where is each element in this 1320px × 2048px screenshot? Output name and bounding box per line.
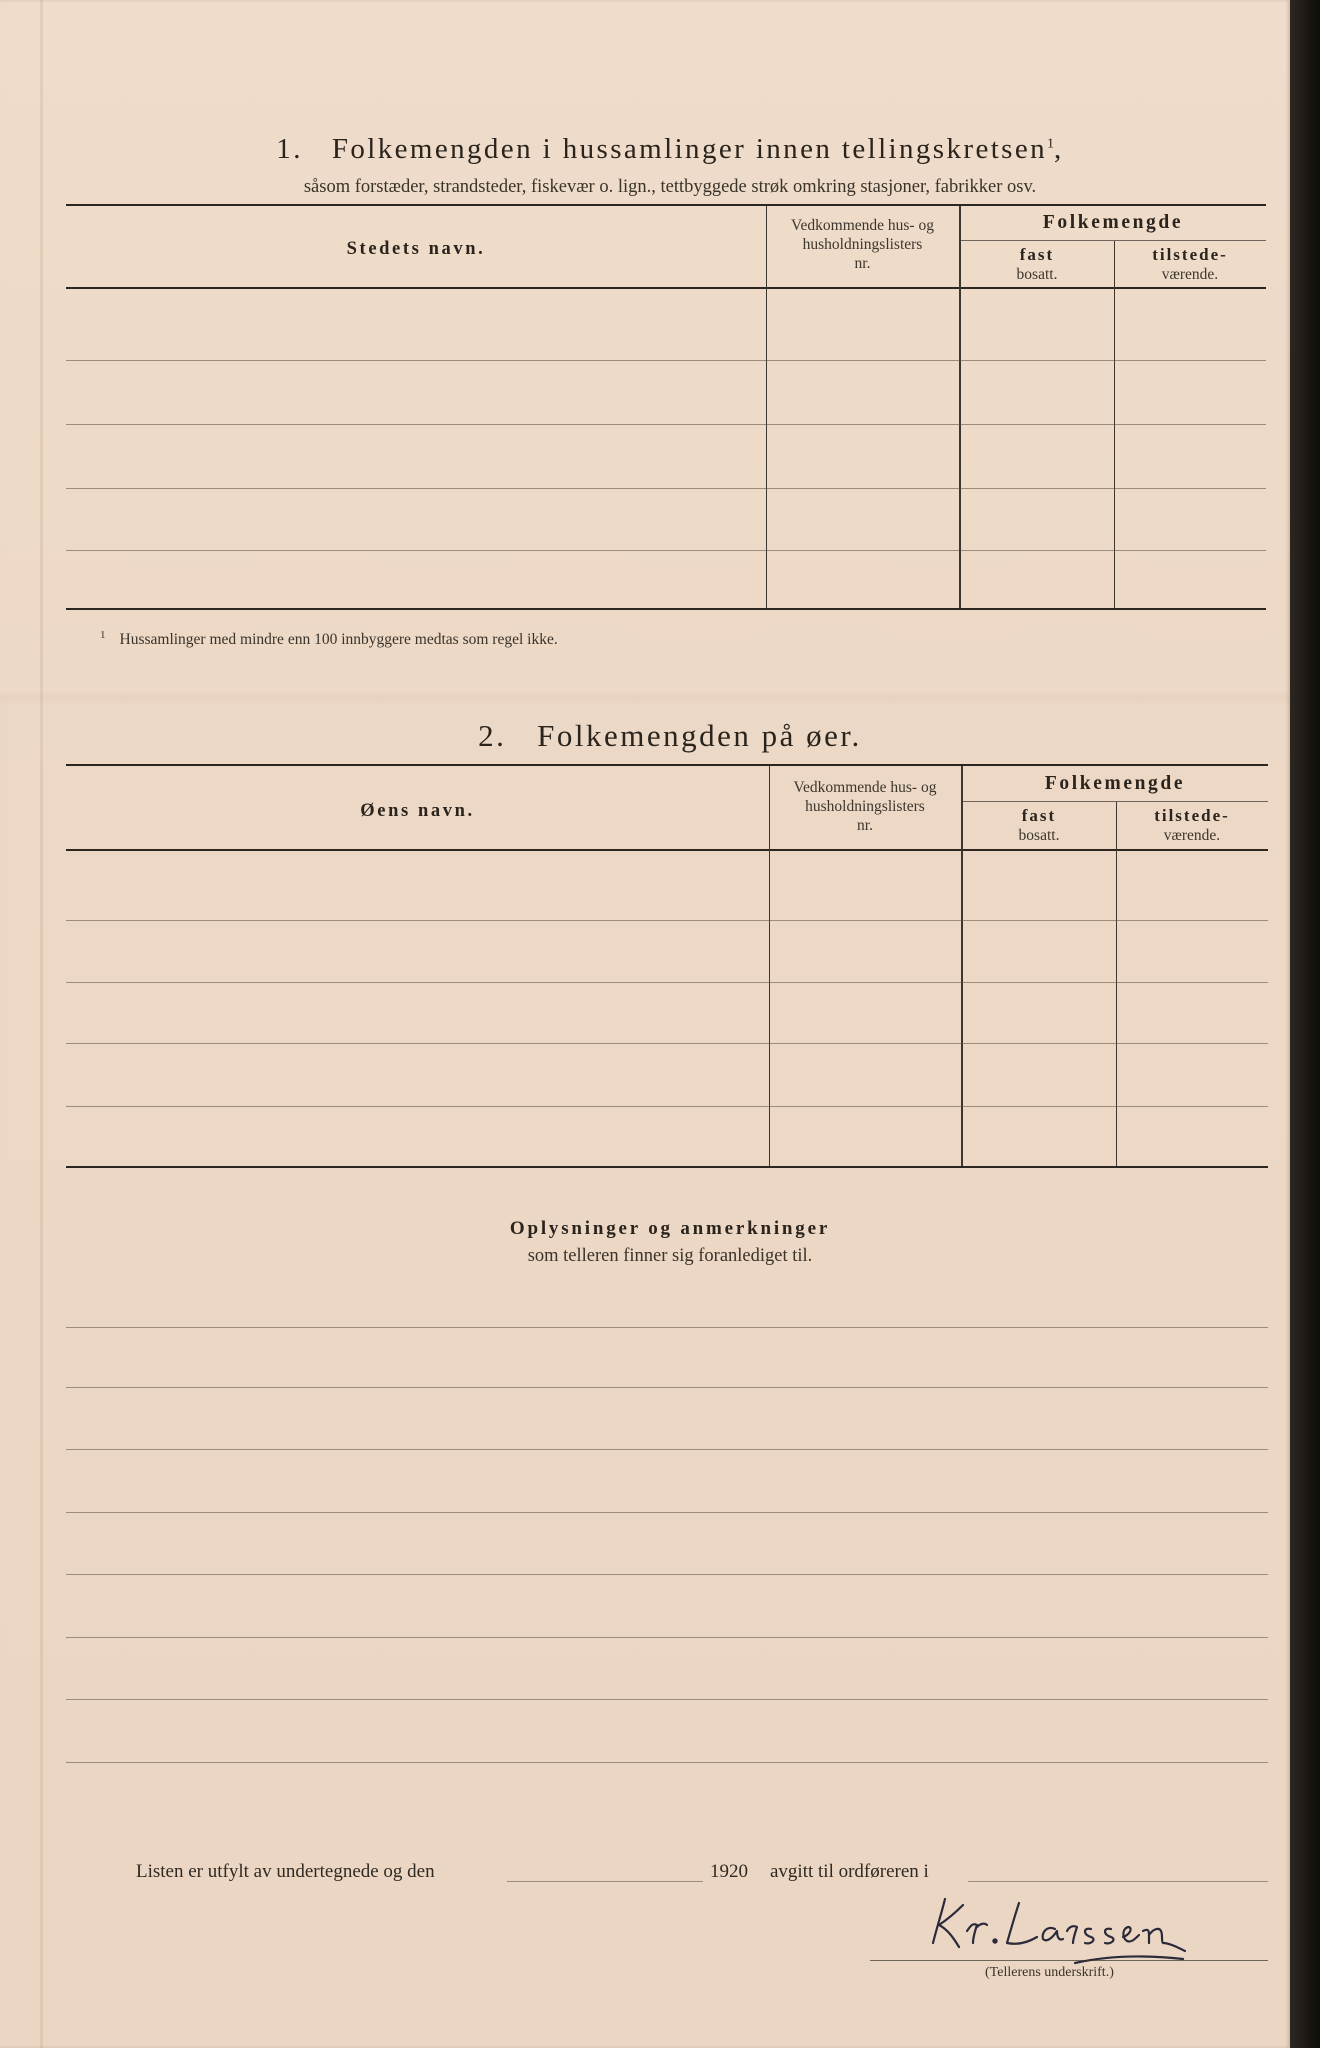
table1-col-fast-line2: bosatt.	[1016, 266, 1058, 283]
section1-title-end: ,	[1054, 133, 1064, 165]
remarks-line	[66, 1699, 1268, 1700]
section1-title-footnote-mark: 1	[1047, 136, 1055, 152]
table2-col-tilst-line2: værende.	[1163, 827, 1221, 844]
table2-col-fast-line1: fast	[1021, 806, 1057, 825]
table2-row-line	[66, 920, 1268, 921]
table2-bottom-rule	[66, 1166, 1268, 1168]
section1-title	[60, 133, 1280, 166]
section1-title-text: Folkemengden i hussamlinger innen tellingskretsen	[331, 133, 1048, 165]
table1-col-list-line3: nr.	[854, 255, 871, 272]
section1-subtitle: såsom forstæder, strandsteder, fiskevær o. lign., tettbyggede strøk omkring stasjoner, fabrikker osv.	[303, 177, 1037, 197]
table2-col-list-line3: nr.	[857, 817, 873, 834]
table2-col-tilst	[1116, 806, 1268, 845]
paper-crease	[40, 0, 43, 2048]
table1-col-fast	[960, 245, 1114, 284]
remarks-subheading: som telleren finner sig foranlediget til.	[527, 1246, 813, 1266]
remarks-line	[66, 1762, 1268, 1763]
paper-fold	[0, 690, 1290, 706]
table2-row-line	[66, 1106, 1268, 1107]
remarks-line	[66, 1512, 1268, 1513]
handwritten-signature	[915, 1885, 1215, 1965]
table2-top-rule	[66, 764, 1268, 766]
signature-caption: (Tellerens underskrift.)	[985, 1965, 1114, 1980]
table1-col-list-line2: husholdningslisters	[802, 236, 923, 253]
table1-row-line	[66, 488, 1266, 489]
municipality-blank-line	[968, 1881, 1268, 1882]
page-edge-shadow	[1290, 0, 1320, 2048]
table1-row-line	[66, 550, 1266, 551]
table1-row-line	[66, 424, 1266, 425]
remarks-line	[66, 1387, 1268, 1388]
table2-header-rule	[66, 849, 1268, 851]
section1-footnote	[100, 629, 558, 649]
remarks-line	[66, 1574, 1268, 1575]
table2-col-name: Øens navn.	[360, 801, 475, 821]
signature-line	[870, 1960, 1268, 1961]
table1-col-tilst-line1: tilstede-	[1152, 245, 1228, 264]
table1-col-tilst	[1114, 245, 1266, 284]
closing-text-b: avgitt til ordføreren i	[770, 1861, 929, 1882]
table1-col-tilst-line2: værende.	[1161, 266, 1219, 283]
table2-col-tilst-line1: tilstede-	[1154, 806, 1230, 825]
footnote-text: Hussamlinger med mindre enn 100 innbyggere medtas som regel ikke.	[119, 631, 558, 649]
section2-title-text: Folkemengden på øer.	[537, 718, 862, 753]
table2-vline-3	[1116, 802, 1117, 1166]
table1-row-line	[66, 360, 1266, 361]
table1-bottom-rule	[66, 608, 1266, 610]
section2-title	[60, 718, 1280, 754]
table2-col-list	[769, 778, 961, 835]
closing-year: 1920	[710, 1861, 748, 1882]
table1-group-rule	[960, 240, 1266, 241]
table2-row-line	[66, 982, 1268, 983]
table1-header-rule	[66, 287, 1266, 289]
table1-col-fast-line1: fast	[1019, 245, 1055, 264]
footnote-mark: 1	[100, 629, 106, 641]
table1-col-group: Folkemengde	[1042, 212, 1184, 233]
remarks-line	[66, 1449, 1268, 1450]
table2-col-list-line1: Vedkommende hus- og	[793, 779, 937, 796]
remarks-line	[66, 1327, 1268, 1328]
table2-col-fast	[962, 806, 1116, 845]
remarks-line	[66, 1637, 1268, 1638]
table2-col-group: Folkemengde	[1044, 773, 1186, 794]
table1-top-rule	[66, 204, 1266, 206]
section2-number: 2.	[478, 718, 507, 753]
remarks-heading: Oplysninger og anmerkninger	[509, 1218, 831, 1239]
table2-col-fast-line2: bosatt.	[1018, 827, 1060, 844]
table1-col-list-line1: Vedkommende hus- og	[791, 217, 934, 234]
closing-text-a: Listen er utfylt av undertegnede og den	[136, 1861, 435, 1882]
table1-col-name: Stedets navn.	[346, 239, 486, 259]
table2-col-list-line2: husholdningslisters	[805, 798, 925, 815]
date-blank-line	[507, 1881, 703, 1882]
table2-group-rule	[961, 801, 1268, 802]
section1-number: 1.	[276, 133, 303, 165]
table1-col-list	[766, 216, 959, 273]
table2-row-line	[66, 1043, 1268, 1044]
